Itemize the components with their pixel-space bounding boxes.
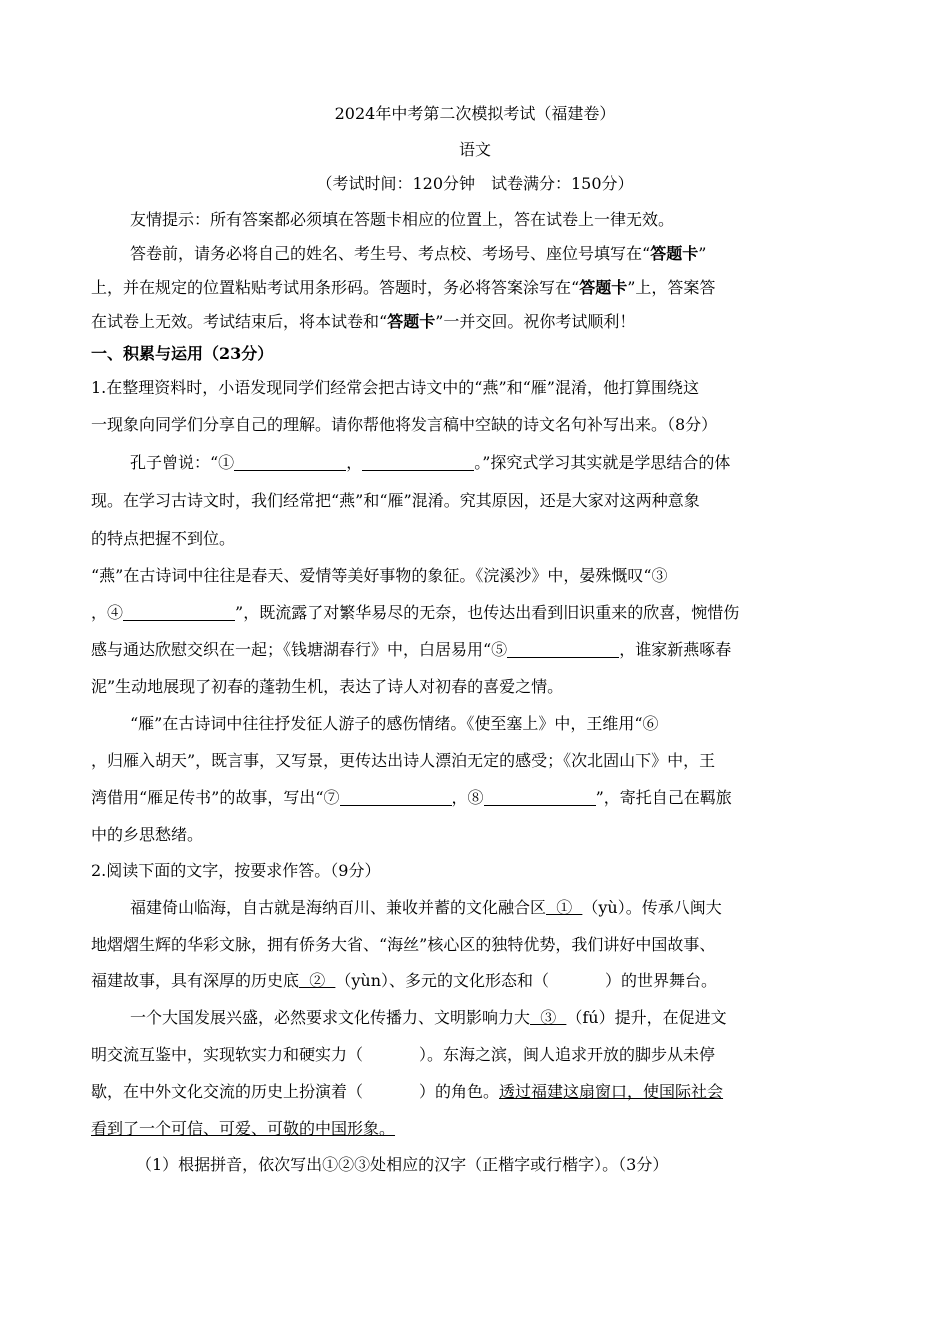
pinyin-blank[interactable]: ② xyxy=(299,971,336,990)
question-text: 中的乡思愁绪。 xyxy=(91,825,204,844)
question-text: 孔子曾说：“① ， 。”探究式学习其实就是学思结合的体 xyxy=(130,453,731,472)
passage-text: 歇，在中外文化交流的历史上扮演着（ ）的角色。透过福建这扇窗口，使国际社会 xyxy=(91,1082,724,1101)
answer-blank[interactable] xyxy=(123,602,235,621)
passage-text: 福建倚山临海，自古就是海纳百川、兼收并蓄的文化融合区 ① （yù）。传承八闽大 xyxy=(130,898,722,917)
underlined-sentence: 透过福建这扇窗口，使国际社会 xyxy=(499,1082,724,1101)
answer-blank[interactable] xyxy=(507,639,619,658)
question-text: 现。在学习古诗文时，我们经常把“燕”和“雁”混淆。究其原因，还是大家对这两种意象 xyxy=(91,491,700,510)
question-text: “燕”在古诗词中往往是春天、爱情等美好事物的象征。《浣溪沙》中，晏殊慨叹“③ xyxy=(91,566,668,585)
passage-text: 一个大国发展兴盛，必然要求文化传播力、文明影响力大 ③ （fú）提升，在促进文 xyxy=(130,1008,727,1027)
question-heading: 2.阅读下面的文字，按要求作答。（9分） xyxy=(91,861,381,880)
question-text: ，归雁入胡天”，既言事，又写景，更传达出诗人漂泊无定的感受；《次北固山下》中，王 xyxy=(91,751,716,770)
section-heading: 一、积累与运用（23分） xyxy=(91,344,274,363)
notice-line: 答卷前，请务必将自己的姓名、考生号、考点校、考场号、座位号填写在“答题卡” xyxy=(130,244,707,263)
answer-blank[interactable] xyxy=(234,452,346,471)
exam-time-info: （考试时间：120分钟 试卷满分：150分） xyxy=(316,174,634,193)
pinyin-blank[interactable]: ③ xyxy=(530,1008,567,1027)
question-text: ，④ ”，既流露了对繁华易尽的无奈，也传达出看到旧识重来的欣喜，惋惜伤 xyxy=(91,603,740,622)
answer-blank[interactable] xyxy=(340,787,452,806)
question-text: 一现象向同学们分享自己的理解。请你帮他将发言稿中空缺的诗文名句补写出来。（8分） xyxy=(91,415,718,434)
passage-text: 明交流互鉴中，实现软实力和硬实力（ ）。东海之滨，闽人追求开放的脚步从未停 xyxy=(91,1045,716,1064)
underlined-sentence: 看到了一个可信、可爱、可敬的中国形象。 xyxy=(91,1119,396,1138)
question-text: 泥”生动地展现了初春的蓬勃生机，表达了诗人对初春的喜爱之情。 xyxy=(91,677,564,696)
notice-line: 上，并在规定的位置粘贴考试用条形码。答题时，务必将答案涂写在“答题卡”上，答案答 xyxy=(91,278,716,297)
question-text: 感与通达欣慰交织在一起；《钱塘湖春行》中，白居易用“⑤ ，谁家新燕啄春 xyxy=(91,640,732,659)
answer-blank[interactable] xyxy=(362,452,474,471)
answer-card-term: 答题卡 xyxy=(387,312,436,331)
sub-question: （1）根据拼音，依次写出①②③处相应的汉字（正楷字或行楷字）。（3分） xyxy=(136,1155,669,1174)
exam-title: 2024年中考第二次模拟考试（福建卷） xyxy=(334,104,616,123)
notice-line: 在试卷上无效。考试结束后，将本试卷和“答题卡”一并交回。祝你考试顺利！ xyxy=(91,312,636,331)
passage-text: 地熠熠生辉的华彩文脉，拥有侨务大省、“海丝”核心区的独特优势，我们讲好中国故事、 xyxy=(91,935,716,954)
passage-text: 福建故事，具有深厚的历史底 ② （yùn）、多元的文化形态和（ ）的世界舞台。 xyxy=(91,971,718,990)
question-text: 的特点把握不到位。 xyxy=(91,529,236,548)
notice-line: 友情提示：所有答案都必须填在答题卡相应的位置上，答在试卷上一律无效。 xyxy=(130,210,675,229)
subject-title: 语文 xyxy=(458,140,491,159)
question-text: 1.在整理资料时，小语发现同学们经常会把古诗文中的“燕”和“雁”混淆，他打算围绕这 xyxy=(91,378,699,397)
pinyin-blank[interactable]: ① xyxy=(546,898,583,917)
answer-card-term: 答题卡 xyxy=(579,278,628,297)
question-text: 湾借用“雁足传书”的故事，写出“⑦ ，⑧ ”，寄托自己在羁旅 xyxy=(91,788,732,807)
answer-card-term: 答题卡 xyxy=(650,244,699,263)
question-text: “雁”在古诗词中往往抒发征人游子的感伤情绪。《使至塞上》中，王维用“⑥ xyxy=(130,714,659,733)
answer-blank[interactable] xyxy=(484,787,596,806)
